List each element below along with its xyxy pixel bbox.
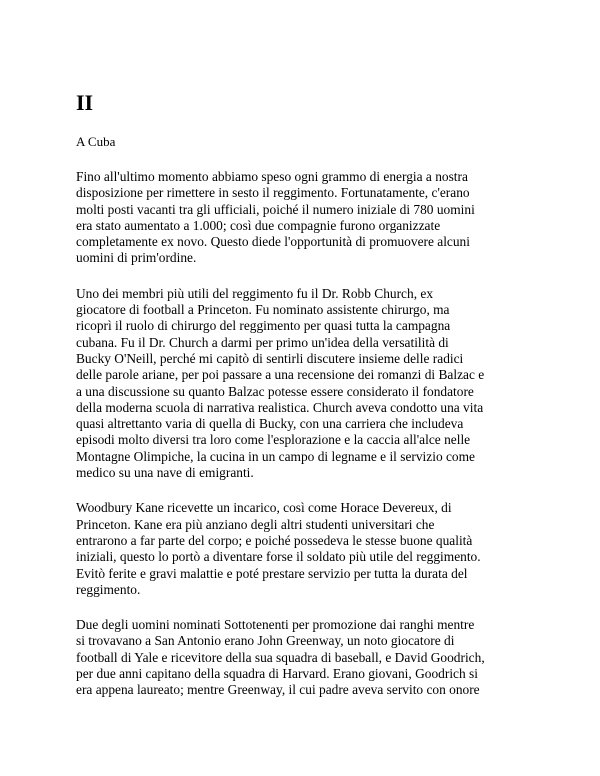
text-line: quasi altrettanto varia di quella di Bucky, con una carriera che includeva bbox=[76, 416, 464, 432]
text-line: giocatore di football a Princeton. Fu nominato assistente chirurgo, ma bbox=[76, 302, 450, 318]
text-line: era appena laureato; mentre Greenway, il cui padre aveva servito con onore bbox=[76, 682, 480, 698]
text-line: Bucky O'Neill, perché mi capitò di sentirli discutere insieme delle radici bbox=[76, 350, 464, 366]
text-line: episodi molto diversi tra loro come l'esplorazione e la caccia all'alce nelle bbox=[76, 432, 471, 448]
text-line: a una discussione su quanto Balzac potesse essere considerato il fondatore bbox=[76, 383, 474, 399]
text-line: era stato aumentato a 1.000; così due compagnie furono organizzate bbox=[76, 217, 441, 233]
text-line: molti posti vacanti tra gli ufficiali, poiché il numero iniziale di 780 uomini bbox=[76, 201, 475, 217]
text-line: si trovavano a San Antonio erano John Greenway, un noto giocatore di bbox=[76, 633, 455, 649]
text-line: Due degli uomini nominati Sottotenenti per promozione dai ranghi mentre bbox=[76, 617, 475, 633]
text-line: Fino all'ultimo momento abbiamo speso ogni grammo di energia a nostra bbox=[76, 169, 468, 184]
text-line: disposizione per rimettere in sesto il reggimento. Fortunatamente, c'erano bbox=[76, 185, 470, 201]
text-line: per due anni capitano della squadra di Harvard. Erano giovani, Goodrich si bbox=[76, 666, 478, 682]
text-line: football di Yale e ricevitore della sua squadra di baseball, e David Goodrich, bbox=[76, 649, 485, 665]
document-page bbox=[76, 92, 546, 699]
text-line: cubana. Fu il Dr. Church a darmi per primo un'idea della versatilità di bbox=[76, 334, 449, 350]
paragraph-3 bbox=[76, 500, 546, 598]
text-line: reggimento. bbox=[76, 581, 141, 597]
chapter-subtitle: A Cuba bbox=[76, 134, 116, 149]
text-line: entrarono a far parte del corpo; e poiché possedeva le stesse buone qualità bbox=[76, 532, 473, 548]
text-line: Woodbury Kane ricevette un incarico, così come Horace Devereux, di bbox=[76, 500, 452, 516]
paragraph-1 bbox=[76, 169, 546, 267]
text-line: iniziali, questo lo portò a diventare forse il soldato più utile del reggimento. bbox=[76, 549, 481, 565]
text-line: uomini di prim'ordine. bbox=[76, 250, 197, 266]
chapter-number: II bbox=[76, 90, 94, 115]
text-line: ricoprì il ruolo di chirurgo del reggimento per quasi tutta la campagna bbox=[76, 318, 451, 334]
text-line: della moderna scuola di narrativa realistica. Church aveva condotto una vita bbox=[76, 399, 484, 415]
text-line: Montagne Olimpiche, la cucina in un campo di legname e il servizio come bbox=[76, 448, 475, 464]
text-line: Evitò ferite e gravi malattie e poté prestare servizio per tutta la durata del bbox=[76, 565, 468, 581]
text-line: Uno dei membri più utili del reggimento fu il Dr. Robb Church, ex bbox=[76, 285, 434, 301]
text-line: completamente ex novo. Questo diede l'opportunità di promuovere alcuni bbox=[76, 234, 470, 250]
paragraph-2 bbox=[76, 286, 546, 482]
text-line: delle parole ariane, per poi passare a una recensione dei romanzi di Balzac e bbox=[76, 367, 485, 383]
paragraph-4 bbox=[76, 617, 546, 698]
text-line: Princeton. Kane era più anziano degli altri studenti universitari che bbox=[76, 516, 435, 532]
text-line: medico su una nave di emigranti. bbox=[76, 465, 254, 481]
